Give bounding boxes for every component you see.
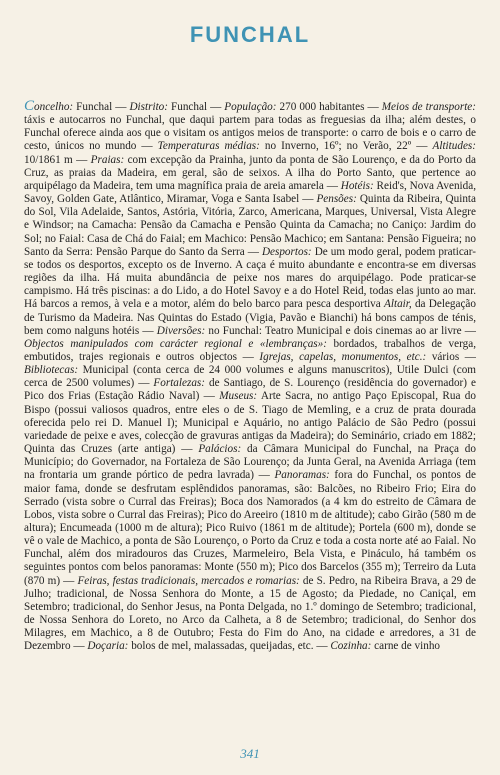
section-text: fora do Funchal, os pontos de maior fama, donde se desfrutam esplêndidos panoramas, são: Balcões, no Ribeiro Frio; Eira do Serrado (vista sobre o Curral das Freiras); Boca dos Namorados (a 4 km do estreito de Câmara de Lobos, vista sobre o Curral das Freiras); Pico do Areeiro (1810 m de altitude); cabo Girão (580 m de altura); Encumeada (1000 m de altura); Pico Ruivo (1861 m de altitude); Portela (600 m), donde se vê o vale de Machico, a ponta de São Lourenço, o Porto da Cruz e toda a costa norte até ao Faial. No Funchal, além dos miradouros das Cruzes, Marmeleiro, Bela Vista, e Pináculo, há também os seguintes pontos com belos panoramas: Monte (550 m); Pico dos Barcelos (355 m); Terreiro da Luta (870 m) —	[24, 469, 476, 587]
section-text: Municipal (conta cerca de 24 000 volumes e alguns manuscritos), Utile Dulci (com cerca de 2500 volumes) —	[24, 364, 476, 390]
section-text: Reid's, Nova Avenida, Savoy, Golden Gate, Atlântico, Miramar, Voga e Santa Isabel —	[24, 179, 477, 206]
section-text: Arte Sacra, no antigo Paço Episcopal, Rua do Bispo (possui valiosos quadros, entre eles o de S. Tiago de Memling, e a cruz de prata dourada oferecida pelo rei D. Manuel I); Municipal e Aquário, no antigo Palácio de São Pedro (possui variedade de peixe e aves, colecção de gravuras antigas da Madeira); do Seminário, criado em 1882; Quinta das Cruzes (arte antiga) —	[24, 390, 476, 456]
section-text: da Câmara Municipal do Funchal, na Praça do Município; do Governador, na Fortaleza de São Lourenço; da Junta Geral, na Avenida Arriaga (tem na frontaria um grande pórtico de pedra lavrada) —	[24, 443, 476, 482]
section-label: Meios de transporte:	[381, 101, 477, 113]
section-label: Objectos manipulados com carácter regional e «lembranças»:	[24, 337, 327, 350]
section-label: Cozinha:	[330, 640, 372, 653]
section-label: Igrejas, capelas, monumentos, etc.:	[259, 350, 427, 363]
section-text: da Delegação de Turismo da Madeira. Nas Quintas do Estado (Vigia, Pavão e Bianchi) há bons campos de ténis, bem como nalguns hotéis —	[24, 298, 476, 337]
section-label: Distrito:	[129, 101, 168, 113]
section-label: Doçaria:	[87, 640, 129, 653]
drop-cap: C	[24, 98, 35, 114]
section-label: Temperaturas médias:	[157, 140, 260, 153]
section-text: carne de vinho	[371, 640, 441, 653]
section-text: no Inverno, 16º; no Verão, 22º —	[259, 140, 433, 153]
section-label: Museus:	[219, 390, 258, 403]
section-label: Palácios:	[198, 443, 242, 456]
section-text: com excepção da Prainha, junto da ponta de São Lourenço, e da do Porto da Cruz, as praias da Madeira, em geral, são de seixos. A ilha do Porto Santo, que pertence ao arquipélago da Madeira, tem uma magnífica praia de areia amarela —	[24, 153, 476, 192]
section-text: de Santiago, de S. Lourenço (residência do governador) e Pico dos Frias (Estação Rádio Naval) —	[24, 377, 476, 403]
page-title: FUNCHAL	[189, 22, 311, 47]
section-text: Funchal —	[168, 101, 225, 113]
section-text: vários —	[426, 350, 476, 363]
section-label: Praias:	[90, 153, 125, 166]
section-label: Altair,	[384, 298, 412, 311]
page-number: 341	[240, 746, 260, 761]
section-text: de S. Pedro, na Ribeira Brava, a 29 de Julho; tradicional, de Nossa Senhora do Monte, a 15 de Agosto; da Piedade, no Caniçal, em Setembro; tradicional, do Senhor Jesus, na Ponta Delgada, no 1.º domingo de Setembro; tradicional, de Nossa Senhora do Loreto, no Arco da Calheta, a 8 de Setembro; tradicional, do Senhor dos Milagres, em Machico, a 8 de Outubro; Festa do Fim do Ano, na cidade e arredores, a 31 de Dezembro —	[24, 574, 477, 653]
section-text: bolos de mel, malassadas, queijadas, etc. —	[128, 640, 331, 653]
section-text: 270 000 habitantes —	[276, 101, 382, 113]
body-paragraph	[24, 100, 476, 654]
section-text: bordados, trabalhos de verga, embutidos, trajes regionais e outros objectos —	[24, 337, 476, 363]
section-label: Feiras, festas tradicionais, mercados e romarias:	[77, 574, 300, 587]
section-text: no Funchal: Teatro Municipal e dois cinemas ao ar livre —	[205, 324, 476, 337]
section-label: oncelho:	[34, 101, 74, 113]
section-label: Hotéis:	[340, 179, 374, 192]
section-label: Desportos:	[261, 245, 312, 258]
section-label: Altitudes:	[432, 140, 476, 153]
section-text: Funchal —	[73, 101, 130, 113]
section-text: Quinta da Ribeira, Quinta do Sol, Vila Adelaide, Santos, Astória, Vitória, Zarco, Americana, Marques, Universal, Vista Alegre e Windsor; na Camacha: Pensão da Camacha e Pensão Quinta da Camacha; no Caniço: Jardim do Sol; no Faial: Casa de Chá do Faial; em Machico: Pensão Machico; em Santana: Pensão Figueira; no Santo da Serra: Pensão Parque do Santo da Serra —	[24, 193, 476, 258]
section-label: Diversões:	[156, 324, 206, 337]
section-label: Fortalezas:	[153, 377, 206, 390]
section-text: 10/1861 m —	[24, 153, 91, 166]
section-text: táxis e autocarros no Funchal, que daqui partem para todas as freguesias da ilha; além destes, o Funchal oferece ainda aos que o visitam os antigos meios de transporte: o carro de bois e o carro de cesto, únicos no mundo —	[24, 114, 476, 153]
section-label: População:	[224, 101, 277, 113]
section-text: De um modo geral, podem praticar-se todos os desportos, excepto os de Inverno. A caça é muito abundante e encontra-se em diversas regiões da ilha. Há muita abundância de peixe nos mares do arquipélago. Pode praticar-se campismo. Há três piscinas: a do Lido, a do Hotel Savoy e a do Hotel Reid, todas elas junto ao mar. Há barcos a remos, à vela e a motor, além do belo barco para pesca desportiva	[24, 245, 476, 311]
section-label: Bibliotecas:	[24, 364, 79, 377]
section-label: Panoramas:	[274, 469, 330, 482]
section-label: Pensões:	[316, 193, 357, 206]
